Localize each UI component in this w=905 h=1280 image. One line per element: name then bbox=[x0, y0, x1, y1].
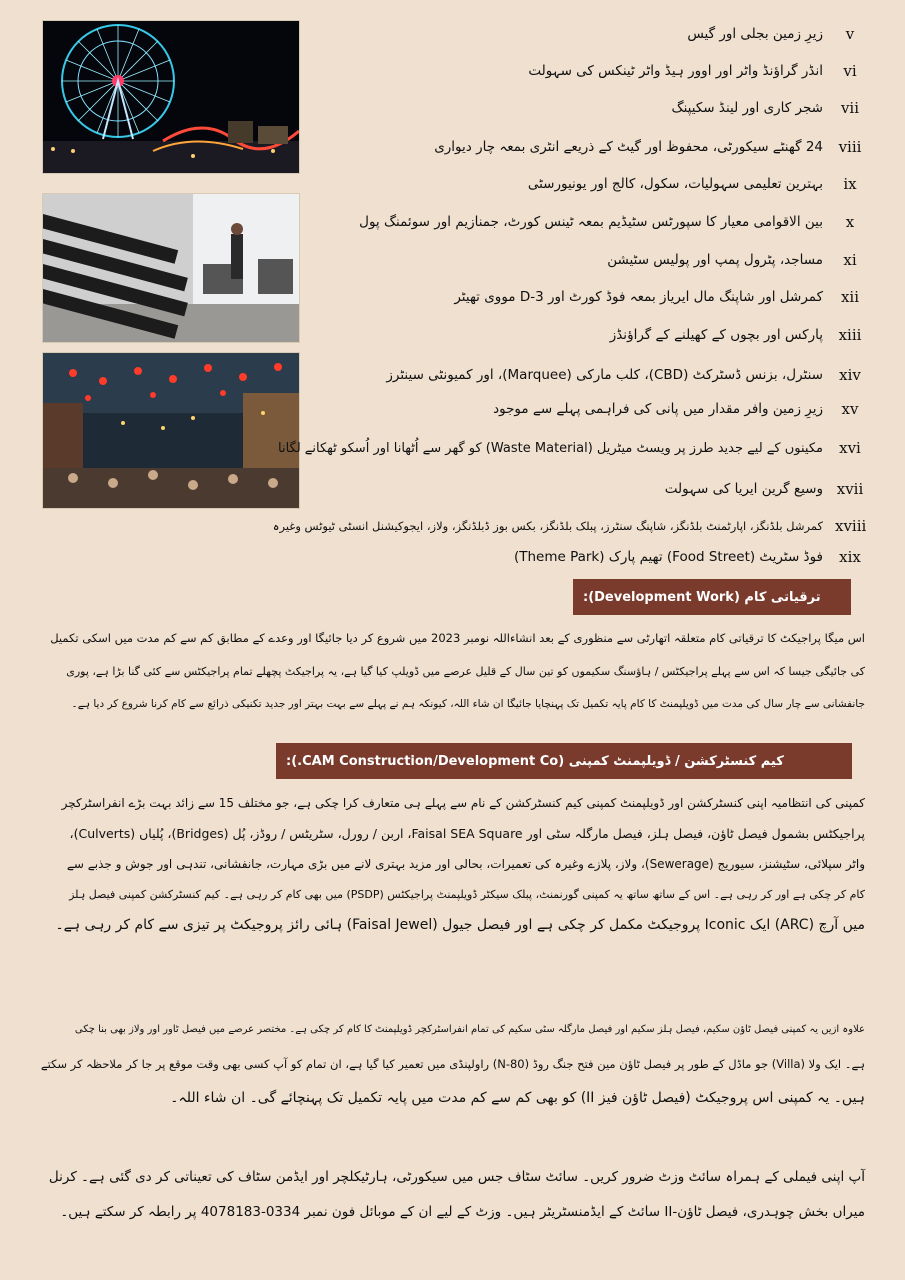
item-text: 24 گھنٹے سیکورٹی، محفوظ اور گیٹ کے ذریعے انٹری بمعہ چار دیواری bbox=[434, 139, 823, 155]
paragraph-line: علاوہ ازیں یہ کمپنی فیصل ٹاؤن سکیم، فیصل ہلز سکیم اور فیصل مارگلہ سٹی سکیم کی تمام انفراسٹرکچر ڈویلپمنٹ کا کام کر چکی ہے۔ مختصر عرصے میں فیصل ٹاور اور ولاز بھی بنا چکی bbox=[74, 1024, 865, 1035]
item-number: viii bbox=[838, 138, 862, 156]
item-number: xviii bbox=[835, 517, 867, 535]
item-text: کمرشل بلڈنگز، اپارٹمنٹ بلڈنگز، شاپنگ سنٹرز، پبلک بلڈنگز، بکس بوز ڈبلڈنگز، ولاز، ایجوکیشنل انسٹی ٹیوٹس وغیرہ bbox=[272, 519, 823, 533]
list-item bbox=[528, 59, 865, 83]
paragraph-line: ہے۔ ایک ولا (Villa) جو ماڈل کے طور پر فیصل ٹاؤن مین فتح جنگ روڈ (N-80) راولپنڈی میں تعمیر کیا گیا ہے، ان تمام کو آپ کسی بھی وقت موقع پر جا کر ملاحظہ کر سکتے bbox=[40, 1057, 865, 1071]
cam-construction-heading: کیم کنسٹرکشن / ڈویلپمنٹ کمپنی (CAM Construction/Development Co.): bbox=[276, 743, 852, 779]
item-text: شجر کاری اور لینڈ سکیپنگ bbox=[671, 100, 823, 116]
item-number: xiv bbox=[839, 366, 861, 384]
item-text: زیرِ زمین بجلی اور گیس bbox=[687, 26, 823, 42]
item-number: xix bbox=[839, 548, 861, 566]
item-number: vii bbox=[840, 99, 860, 117]
list-item bbox=[514, 545, 865, 569]
list-item bbox=[386, 363, 865, 387]
item-number: v bbox=[845, 25, 855, 43]
paragraph-line: کمپنی کی انتظامیہ اپنی کنسٹرکشن اور ڈویلپمنٹ کمپنی کیم کنسٹرکشن کے نام سے پہلے ہی متعارف کرا چکی ہے، جو مختلف 15 سے زائد بہت بڑے انفراسٹرکچر bbox=[61, 796, 865, 810]
list-item bbox=[687, 22, 865, 46]
feature-list bbox=[0, 0, 905, 570]
item-text: بین الاقوامی معیار کا سپورٹس سٹیڈیم بمعہ ٹینس کورٹ، جمنازیم اور سوئمنگ پول bbox=[359, 214, 823, 230]
list-item bbox=[278, 436, 865, 460]
item-text: انڈر گراؤنڈ واٹر اور اوور ہیڈ واٹر ٹینکس کی سہولت bbox=[528, 63, 823, 79]
item-number: xvi bbox=[839, 439, 861, 457]
list-item bbox=[273, 514, 865, 538]
item-text: زیرِ زمین وافر مقدار میں پانی کی فراہمی پہلے سے موجود bbox=[493, 401, 823, 417]
development-work-paragraph bbox=[40, 622, 865, 721]
paragraph-line: اس میگا پراجیکٹ کا ترقیاتی کام متعلقہ اتھارٹی سے منظوری کے بعد انشاءاللہ نومبر 2023 میں شروع کر دیا جائیگا اور وعدے کے مطابق کم سے کم مدت میں اسکی تکمیل bbox=[50, 631, 865, 645]
item-text: مکینوں کے لیے جدید طرز پر ویسٹ میٹریل (Waste Material) کو گھر سے اُٹھانا اور اُسکو ٹھکانے لگانا bbox=[277, 440, 823, 456]
list-item bbox=[528, 172, 865, 196]
list-item bbox=[672, 96, 865, 120]
paragraph-line: واٹر سپلائی، سٹیشنز، سیوریج (Sewerage)، ولاز، پلازے وغیرہ کی تعمیرات، بحالی اور مزید بہتری لانے میں بڑی مہارت، جانفشانی، تندہی اور جوش و جذبے سے bbox=[66, 857, 865, 871]
item-number: vi bbox=[843, 62, 857, 80]
item-number: ix bbox=[843, 175, 857, 193]
item-text: فوڈ سٹریٹ (Food Street) تھیم پارک (Theme Park) bbox=[513, 549, 823, 565]
item-number: x bbox=[845, 213, 855, 231]
item-text: کمرشل اور شاپنگ مال ایریاز بمعہ فوڈ کورٹ اور 3-D مووی تھیٹر bbox=[454, 289, 823, 305]
list-item bbox=[454, 285, 865, 309]
list-item bbox=[434, 135, 865, 159]
paragraph-line: میں آرچ (ARC) ایک Iconic پروجیکٹ مکمل کر چکی ہے اور فیصل جیول (Faisal Jewel) ہائی رائز پروجیکٹ پر تیزی سے کام کر رہی ہے۔ bbox=[55, 917, 865, 933]
item-text: وسیع گرین ایریا کی سہولت bbox=[664, 481, 823, 497]
item-number: xi bbox=[843, 251, 857, 269]
item-text: بہترین تعلیمی سہولیات، سکول، کالج اور یونیورسٹی bbox=[527, 176, 823, 192]
item-text: پارکس اور بچوں کے کھیلنے کے گراؤنڈز bbox=[609, 327, 823, 343]
list-item bbox=[665, 477, 865, 501]
paragraph-line: کام کر چکی ہے اور کر رہی ہے۔ اس کے ساتھ ساتھ یہ کمپنی گورنمنٹ، پبلک سیکٹر ڈویلپمنٹ پراجیکٹس (PSDP) میں بھی کام کر رہی ہے۔ کیم کنسٹرکشن کمپنی فیصل ہلز bbox=[69, 887, 865, 901]
item-number: xii bbox=[840, 288, 860, 306]
paragraph-line: ہیں۔ یہ کمپنی اس پروجیکٹ (فیصل ٹاؤن فیز II) کو بھی کم سے کم مدت میں پایہ تکمیل تک پہنچائے گی۔ ان شاء اللہ۔ bbox=[170, 1090, 865, 1106]
list-item bbox=[359, 210, 865, 234]
item-text: سنٹرل، بزنس ڈسٹرکٹ (CBD)، کلب مارکی (Marquee)، اور کمیونٹی سینٹرز bbox=[386, 367, 823, 383]
paragraph-line: کی جائیگی جیسا کہ اس سے پہلے پراجیکٹس / ہاؤسنگ سکیموں کو تین سال کے قلیل عرصے میں ڈویلپ کیا گیا ہے، یہ پراجیکٹ پچھلے تمام پراجیکٹس سے کئی گنا بڑا ہے، پوری bbox=[66, 665, 865, 678]
paragraph-line: آپ اپنی فیملی کے ہمراہ سائٹ وزٹ ضرور کریں۔ سائٹ سٹاف جس میں سیکورٹی، ہارٹیکلچر اور ایڈمن سٹاف کی تعیناتی کر دی گئی ہے۔ کرنل bbox=[48, 1169, 865, 1185]
list-item bbox=[493, 397, 865, 421]
paragraph-line: جانفشانی سے چار سال کی مدت میں ڈویلپمنٹ کا کام پایہ تکمیل تک پہنچایا جائیگا ان شاء اللہ، کیونکہ ہم نے پہلے سے بہت بہتر اور جدید تکنیکی ذرائع سے کام کرنا شروع کر دیا ہے۔ bbox=[71, 698, 865, 710]
paragraph-line: پراجیکٹس بشمول فیصل ٹاؤن، فیصل ہلز، فیصل مارگلہ سٹی اور Faisal SEA Square، اربن / رورل، سٹریٹس / روڈز، پُل (Bridges)، پُلیاں (Culverts)، bbox=[69, 825, 865, 841]
item-number: xv bbox=[841, 400, 859, 418]
item-number: xiii bbox=[838, 326, 862, 344]
cam-construction-paragraph bbox=[40, 788, 865, 941]
list-item bbox=[610, 323, 865, 347]
item-number: xvii bbox=[836, 480, 864, 498]
item-text: مساجد، پٹرول پمپ اور پولیس سٹیشن bbox=[607, 252, 823, 268]
additional-projects-paragraph bbox=[40, 1013, 865, 1115]
paragraph-line: میراں بخش چوہدری، فیصل ٹاؤن-II سائٹ کے ایڈمنسٹریٹر ہیں۔ وزٹ کے لیے ان کے موبائل فون نمبر 0334-4078183 پر رابطہ کر سکتے ہیں۔ bbox=[60, 1204, 865, 1220]
site-visit-paragraph bbox=[40, 1160, 865, 1230]
development-work-heading: ترقیاتی کام (Development Work): bbox=[573, 579, 851, 615]
list-item bbox=[607, 248, 865, 272]
